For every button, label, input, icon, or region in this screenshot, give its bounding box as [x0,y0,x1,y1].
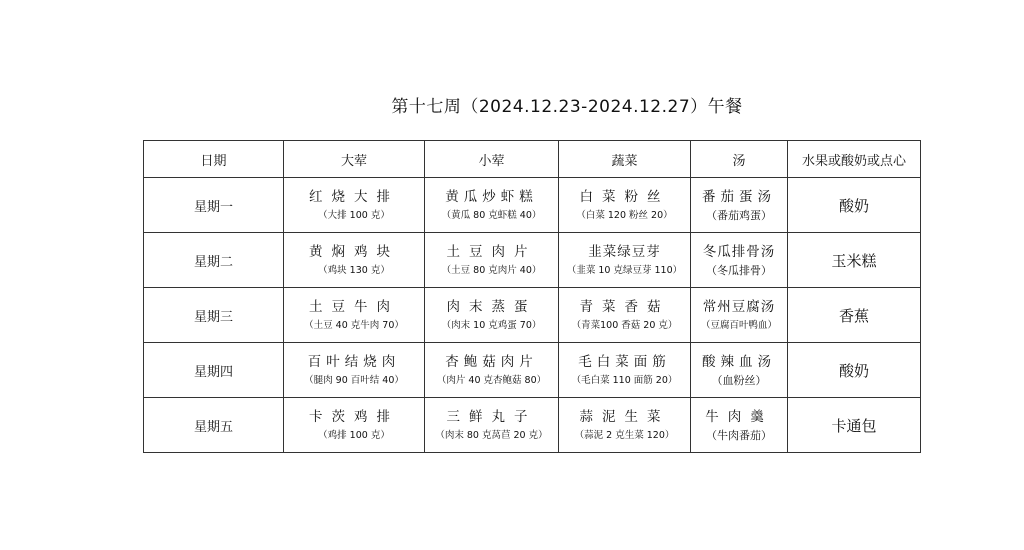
soup-cell [691,178,788,233]
vegetable-cell [559,343,691,398]
dish-detail: （大排 100 克） [318,209,390,221]
vegetable-cell [559,178,691,233]
header-small-meat: 小荤 [425,141,559,178]
small-meat-cell [425,343,559,398]
vegetable-cell [559,398,691,453]
dish-name: 土豆肉片 [446,243,537,260]
dish-name: 肉末蒸蛋 [446,298,537,315]
dish-detail: （土豆 80 克肉片 40） [441,264,542,276]
dish-detail: （鸡块 130 克） [318,264,390,276]
dish-name: 黄焖鸡块 [309,243,399,260]
small-meat-cell [425,178,559,233]
dish-name: 土豆牛肉 [309,298,399,315]
big-meat-cell [284,343,425,398]
soup-cell [691,233,788,288]
dish-name: 红烧大排 [309,188,399,205]
dish-detail: （白菜 120 粉丝 20） [576,209,673,221]
big-meat-cell [284,233,425,288]
dish-name: 三鲜丸子 [446,408,537,425]
extra-cell: 香蕉 [788,288,921,343]
big-meat-cell [284,398,425,453]
header-big-meat: 大荤 [284,141,425,178]
dish-detail: （豆腐百叶鸭血） [700,319,777,331]
dish-name: 毛白菜面筋 [578,353,671,370]
dish-detail: （番茄鸡蛋） [706,208,772,222]
extra-cell: 酸奶 [788,343,921,398]
dish-detail: （毛白菜 110 面筋 20） [571,374,678,386]
day-cell: 星期三 [144,288,284,343]
dish-detail: （鸡排 100 克） [318,429,390,441]
dish-detail: （血粉丝） [711,373,767,387]
dish-detail: （蒜泥 2 克生菜 120） [574,429,675,441]
dish-name: 青菜香菇 [579,298,670,315]
dish-name: 酸辣血汤 [702,353,776,370]
dish-name: 牛肉羹 [705,408,773,425]
dish-name: 常州豆腐汤 [702,298,776,315]
dish-detail: （冬瓜排骨） [706,263,772,277]
dish-detail: （青菜100 香菇 20 克） [571,319,678,331]
dish-detail: （肉末 80 克莴苣 20 克） [435,429,548,441]
table-row [144,288,921,343]
header-vegetable: 蔬菜 [559,141,691,178]
day-cell: 星期一 [144,178,284,233]
big-meat-cell [284,288,425,343]
dish-detail: （土豆 40 克牛肉 70） [304,319,404,331]
dish-name: 蒜泥生菜 [579,408,670,425]
table-row [144,398,921,453]
soup-cell [691,343,788,398]
lunch-menu-table [143,140,921,453]
soup-cell [691,288,788,343]
header-date: 日期 [144,141,284,178]
vegetable-cell [559,288,691,343]
big-meat-cell [284,178,425,233]
dish-name: 番茄蛋汤 [702,188,776,205]
dish-name: 白菜粉丝 [579,188,670,205]
dish-name: 冬瓜排骨汤 [702,243,776,260]
vegetable-cell [559,233,691,288]
table-row [144,233,921,288]
dish-detail: （牛肉番茄） [706,428,772,442]
soup-cell [691,398,788,453]
day-cell: 星期五 [144,398,284,453]
header-soup: 汤 [691,141,788,178]
page-title: 第十七周（2024.12.23-2024.12.27）午餐 [391,97,743,117]
table-row [144,178,921,233]
header-fruit-yogurt-snack: 水果或酸奶或点心 [788,141,921,178]
dish-detail: （韭菜 10 克绿豆芽 110） [566,264,683,276]
dish-detail: （黄瓜 80 克虾糕 40） [441,209,542,221]
extra-cell: 卡通包 [788,398,921,453]
extra-cell: 酸奶 [788,178,921,233]
dish-name: 韭菜绿豆芽 [588,243,661,260]
day-cell: 星期二 [144,233,284,288]
dish-name: 杏鲍菇肉片 [445,353,538,370]
small-meat-cell [425,398,559,453]
small-meat-cell [425,288,559,343]
dish-name: 黄瓜炒虾糕 [445,188,538,205]
dish-name: 卡茨鸡排 [309,408,399,425]
table-header-row [144,141,921,178]
table-row [144,343,921,398]
dish-name: 百叶结烧肉 [307,353,401,370]
dish-detail: （肉片 40 克杏鲍菇 80） [436,374,547,386]
dish-detail: （肉末 10 克鸡蛋 70） [441,319,542,331]
dish-detail: （腿肉 90 百叶结 40） [304,374,404,386]
extra-cell: 玉米糕 [788,233,921,288]
day-cell: 星期四 [144,343,284,398]
small-meat-cell [425,233,559,288]
